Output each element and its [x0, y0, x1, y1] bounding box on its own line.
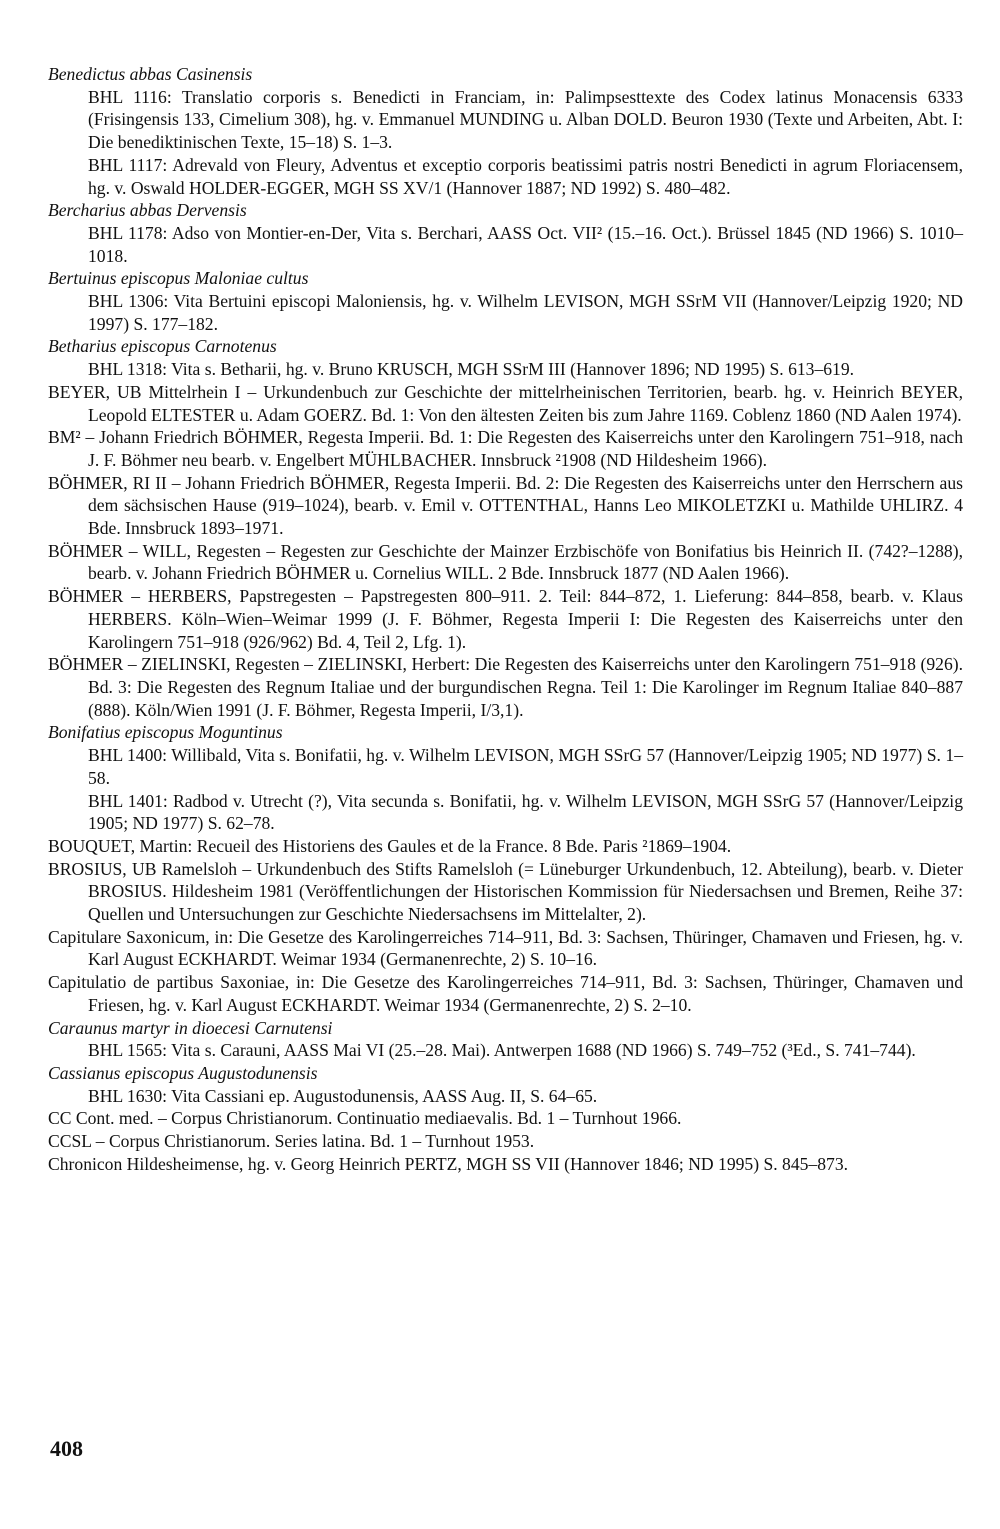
bhl-citation: BHL 1630: Vita Cassiani ep. Augustodunensis, AASS Aug. II, S. 64–65.	[88, 1085, 598, 1106]
bibliography-entry: BM² – Johann Friedrich BÖHMER, Regesta Imperii. Bd. 1: Die Regesten des Kaiserreichs unter den Karolingern 751–918, nach J. F. Böhmer neu bearb. v. Engelbert MÜHLBACHER. Innsbruck ²1908 (ND Hildesheim 1966).	[48, 427, 963, 470]
saint-heading: Bercharius abbas Dervensis	[48, 200, 247, 221]
bibliography-entry: Chronicon Hildesheimense, hg. v. Georg Heinrich PERTZ, MGH SS VII (Hannover 1846; ND 1995) S. 845–873.	[48, 1153, 849, 1174]
bibliography-entry: BROSIUS, UB Ramelsloh – Urkundenbuch des Stifts Ramelsloh (= Lüneburger Urkundenbuch, 12. Abteilung), bearb. v. Dieter BROSIUS. Hildesheim 1981 (Veröffentlichungen der Historischen Kommission für Niedersachsen und Bremen, Reihe 37: Quellen und Untersuchungen zur Geschichte Niedersachsens im Mittelalter, 2).	[48, 858, 963, 925]
bibliography-entry: BÖHMER – HERBERS, Papstregesten – Papstregesten 800–911. 2. Teil: 844–872, 1. Lieferung: 844–858, bearb. v. Klaus HERBERS. Köln–Wien–Weimar 1999 (J. F. Böhmer, Regesta Imperii I: Die Regesten des Kaiserreichs unter den Karolingern 751–918 (926/962) Bd. 4, Teil 2, Lfg. 1).	[48, 586, 963, 652]
bibliography-entry: BÖHMER – WILL, Regesten – Regesten zur Geschichte der Mainzer Erzbischöfe von Bonifatius bis Heinrich II. (742?–1288), bearb. v. Johann Friedrich BÖHMER u. Cornelius WILL. 2 Bde. Innsbruck 1877 (ND Aalen 1966).	[48, 540, 963, 584]
bibliography-entry: BOUQUET, Martin: Recueil des Historiens des Gaules et de la France. 8 Bde. Paris ²1869–1904.	[48, 835, 732, 856]
bibliography-entry: Capitulare Saxonicum, in: Die Gesetze des Karolingerreiches 714–911, Bd. 3: Sachsen, Thüringer, Chamaven und Friesen, hg. v. Karl August ECKHARDT. Weimar 1934 (Germanenrechte, 2) S. 10–16.	[48, 926, 963, 970]
bhl-citation: BHL 1401: Radbod v. Utrecht (?), Vita secunda s. Bonifatii, hg. v. Wilhelm LEVISON, MGH SSrG 57 (Hannover/Leipzig 1905; ND 1977) S. 62–78.	[88, 790, 963, 834]
bibliography-entry: Capitulatio de partibus Saxoniae, in: Die Gesetze des Karolingerreiches 714–911, Bd. 3: Sachsen, Thüringer, Chamaven und Friesen, hg. v. Karl August ECKHARDT. Weimar 1934 (Germanenrechte, 2) S. 2–10.	[48, 972, 963, 1015]
bhl-citation: BHL 1306: Vita Bertuini episcopi Maloniensis, hg. v. Wilhelm LEVISON, MGH SSrM VII (Hannover/Leipzig 1920; ND 1997) S. 177–182.	[88, 291, 963, 334]
saint-heading: Betharius episcopus Carnotenus	[48, 336, 277, 357]
page-number: 408	[50, 1436, 83, 1461]
bhl-citation: BHL 1318: Vita s. Betharii, hg. v. Bruno KRUSCH, MGH SSrM III (Hannover 1896; ND 1995) S. 613–619.	[88, 359, 855, 380]
bibliography-entry: BÖHMER – ZIELINSKI, Regesten – ZIELINSKI, Herbert: Die Regesten des Kaiserreichs unter den Karolingern 751–918 (926). Bd. 3: Die Regesten des Regnum Italiae und der burgundischen Regna. Teil 1: Die Karolinger im Regnum Italiae 840–887 (888). Köln/Wien 1991 (J. F. Böhmer, Regesta Imperii, I/3,1).	[48, 654, 963, 720]
saint-heading: Caraunus martyr in dioecesi Carnutensi	[48, 1017, 333, 1038]
saint-heading: Cassianus episcopus Augustodunensis	[48, 1062, 318, 1083]
bibliography-list	[48, 63, 963, 1175]
bhl-citation: BHL 1116: Translatio corporis s. Benedicti in Franciam, in: Palimpsesttexte des Codex latinus Monacensis 6333 (Frisingensis 133, Cimelium 308), hg. v. Emmanuel MUNDING u. Alban DOLD. Beuron 1930 (Texte und Arbeiten, Abt. I: Die benediktinischen Texte, 15–18) S. 1–3.	[88, 86, 963, 153]
bibliography-entry: CC Cont. med. – Corpus Christianorum. Continuatio mediaevalis. Bd. 1 – Turnhout 1966.	[48, 1108, 682, 1129]
saint-heading: Bertuinus episcopus Maloniae cultus	[48, 268, 309, 289]
saint-heading: Bonifatius episcopus Moguntinus	[48, 722, 283, 743]
bhl-citation: BHL 1565: Vita s. Carauni, AASS Mai VI (25.–28. Mai). Antwerpen 1688 (ND 1966) S. 749–752 (³Ed., S. 741–744).	[88, 1040, 916, 1061]
bhl-citation: BHL 1117: Adrevald von Fleury, Adventus et exceptio corporis beatissimi patris nostri Benedicti in agrum Floriacensem, hg. v. Oswald HOLDER-EGGER, MGH SS XV/1 (Hannover 1887; ND 1992) S. 480–482.	[88, 154, 963, 198]
bhl-citation: BHL 1178: Adso von Montier-en-Der, Vita s. Berchari, AASS Oct. VII² (15.–16. Oct.). Brüssel 1845 (ND 1966) S. 1010–1018.	[88, 222, 963, 266]
saint-heading: Benedictus abbas Casinensis	[48, 64, 253, 84]
bhl-citation: BHL 1400: Willibald, Vita s. Bonifatii, hg. v. Wilhelm LEVISON, MGH SSrG 57 (Hannover/Leipzig 1905; ND 1977) S. 1–58.	[88, 745, 963, 788]
bibliography-entry: CCSL – Corpus Christianorum. Series latina. Bd. 1 – Turnhout 1953.	[48, 1131, 535, 1152]
bibliography-entry: BEYER, UB Mittelrhein I – Urkundenbuch zur Geschichte der mittelrheinischen Territorien, bearb. hg. v. Heinrich BEYER, Leopold ELTESTER u. Adam GOERZ. Bd. 1: Von den ältesten Zeiten bis zum Jahre 1169. Coblenz 1860 (ND Aalen 1974).	[48, 381, 963, 425]
bibliography-entry: BÖHMER, RI II – Johann Friedrich BÖHMER, Regesta Imperii. Bd. 2: Die Regesten des Kaiserreichs unter den Herrschern aus dem sächsischen Hause (919–1024), bearb. v. Emil v. OTTENTHAL, Hanns Leo MIKOLETZKI u. Mathilde UHLIRZ. 4 Bde. Innsbruck 1893–1971.	[48, 472, 963, 539]
